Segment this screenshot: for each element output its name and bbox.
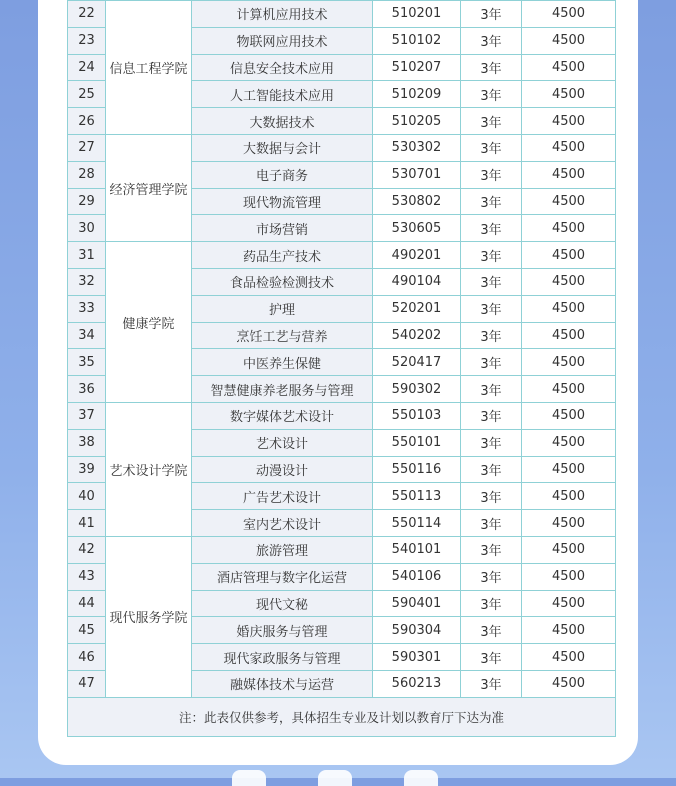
- major-code: 590301: [373, 644, 461, 671]
- tuition-fee: 4500: [522, 563, 616, 590]
- college-name: 现代服务学院: [106, 536, 192, 697]
- major-code: 530701: [373, 161, 461, 188]
- study-years: 3年: [461, 510, 522, 537]
- row-number: 30: [68, 215, 106, 242]
- college-name: 艺术设计学院: [106, 402, 192, 536]
- major-code: 510207: [373, 54, 461, 81]
- major-code: 530302: [373, 134, 461, 161]
- tuition-fee: 4500: [522, 242, 616, 269]
- row-number: 35: [68, 349, 106, 376]
- tuition-fee: 4500: [522, 376, 616, 403]
- tuition-fee: 4500: [522, 108, 616, 135]
- major-name: 烹饪工艺与营养: [192, 322, 373, 349]
- row-number: 36: [68, 376, 106, 403]
- tuition-fee: 4500: [522, 161, 616, 188]
- major-code: 590304: [373, 617, 461, 644]
- major-name: 旅游管理: [192, 536, 373, 563]
- study-years: 3年: [461, 563, 522, 590]
- major-code: 510205: [373, 108, 461, 135]
- major-code: 510102: [373, 27, 461, 54]
- study-years: 3年: [461, 1, 522, 28]
- major-code: 550103: [373, 402, 461, 429]
- study-years: 3年: [461, 536, 522, 563]
- major-name: 大数据技术: [192, 108, 373, 135]
- major-code: 530605: [373, 215, 461, 242]
- study-years: 3年: [461, 188, 522, 215]
- study-years: 3年: [461, 322, 522, 349]
- major-code: 550101: [373, 429, 461, 456]
- row-number: 45: [68, 617, 106, 644]
- study-years: 3年: [461, 644, 522, 671]
- tuition-fee: 4500: [522, 295, 616, 322]
- major-name: 动漫设计: [192, 456, 373, 483]
- major-name: 现代家政服务与管理: [192, 644, 373, 671]
- major-name: 中医养生保健: [192, 349, 373, 376]
- tuition-fee: 4500: [522, 27, 616, 54]
- tuition-fee: 4500: [522, 617, 616, 644]
- table-note: 注：此表仅供参考，具体招生专业及计划以教育厅下达为准: [68, 697, 616, 736]
- row-number: 24: [68, 54, 106, 81]
- row-number: 22: [68, 1, 106, 28]
- major-name: 人工智能技术应用: [192, 81, 373, 108]
- row-number: 28: [68, 161, 106, 188]
- major-name: 数字媒体艺术设计: [192, 402, 373, 429]
- major-name: 婚庆服务与管理: [192, 617, 373, 644]
- tuition-fee: 4500: [522, 670, 616, 697]
- row-number: 29: [68, 188, 106, 215]
- major-name: 广告艺术设计: [192, 483, 373, 510]
- row-number: 32: [68, 268, 106, 295]
- tuition-fee: 4500: [522, 1, 616, 28]
- major-code: 590302: [373, 376, 461, 403]
- study-years: 3年: [461, 590, 522, 617]
- study-years: 3年: [461, 242, 522, 269]
- tuition-fee: 4500: [522, 402, 616, 429]
- tuition-fee: 4500: [522, 456, 616, 483]
- major-name: 护理: [192, 295, 373, 322]
- row-number: 44: [68, 590, 106, 617]
- major-code: 560213: [373, 670, 461, 697]
- major-name: 融媒体技术与运营: [192, 670, 373, 697]
- study-years: 3年: [461, 402, 522, 429]
- tuition-fee: 4500: [522, 322, 616, 349]
- tuition-fee: 4500: [522, 81, 616, 108]
- table-row: [68, 242, 616, 269]
- tuition-fee: 4500: [522, 188, 616, 215]
- row-number: 27: [68, 134, 106, 161]
- college-name: 健康学院: [106, 242, 192, 403]
- row-number: 47: [68, 670, 106, 697]
- row-number: 26: [68, 108, 106, 135]
- row-number: 25: [68, 81, 106, 108]
- major-name: 电子商务: [192, 161, 373, 188]
- major-code: 520201: [373, 295, 461, 322]
- tuition-fee: 4500: [522, 483, 616, 510]
- college-name: 信息工程学院: [106, 1, 192, 135]
- study-years: 3年: [461, 295, 522, 322]
- study-years: 3年: [461, 161, 522, 188]
- major-name: 计算机应用技术: [192, 1, 373, 28]
- tuition-fee: 4500: [522, 54, 616, 81]
- note-row: [68, 697, 616, 736]
- major-code: 520417: [373, 349, 461, 376]
- major-code: 530802: [373, 188, 461, 215]
- table-row: [68, 1, 616, 28]
- major-code: 510209: [373, 81, 461, 108]
- tuition-fee: 4500: [522, 268, 616, 295]
- tuition-fee: 4500: [522, 510, 616, 537]
- study-years: 3年: [461, 54, 522, 81]
- major-name: 现代物流管理: [192, 188, 373, 215]
- study-years: 3年: [461, 670, 522, 697]
- table-row: [68, 402, 616, 429]
- tuition-fee: 4500: [522, 349, 616, 376]
- major-name: 信息安全技术应用: [192, 54, 373, 81]
- row-number: 23: [68, 27, 106, 54]
- study-years: 3年: [461, 134, 522, 161]
- major-name: 艺术设计: [192, 429, 373, 456]
- row-number: 43: [68, 563, 106, 590]
- row-number: 37: [68, 402, 106, 429]
- major-code: 510201: [373, 1, 461, 28]
- major-code: 490201: [373, 242, 461, 269]
- row-number: 46: [68, 644, 106, 671]
- table-row: [68, 536, 616, 563]
- row-number: 42: [68, 536, 106, 563]
- row-number: 40: [68, 483, 106, 510]
- major-name: 现代文秘: [192, 590, 373, 617]
- study-years: 3年: [461, 483, 522, 510]
- table-body: [68, 1, 616, 698]
- row-number: 31: [68, 242, 106, 269]
- study-years: 3年: [461, 376, 522, 403]
- major-code: 540101: [373, 536, 461, 563]
- college-name: 经济管理学院: [106, 134, 192, 241]
- row-number: 41: [68, 510, 106, 537]
- tuition-fee: 4500: [522, 590, 616, 617]
- row-number: 33: [68, 295, 106, 322]
- major-code: 550113: [373, 483, 461, 510]
- tuition-fee: 4500: [522, 215, 616, 242]
- major-code: 550116: [373, 456, 461, 483]
- major-code: 490104: [373, 268, 461, 295]
- major-name: 智慧健康养老服务与管理: [192, 376, 373, 403]
- major-name: 市场营销: [192, 215, 373, 242]
- tuition-fee: 4500: [522, 134, 616, 161]
- row-number: 34: [68, 322, 106, 349]
- study-years: 3年: [461, 349, 522, 376]
- study-years: 3年: [461, 617, 522, 644]
- study-years: 3年: [461, 268, 522, 295]
- major-code: 540106: [373, 563, 461, 590]
- tuition-fee: 4500: [522, 536, 616, 563]
- bottom-decoration: [0, 765, 676, 778]
- row-number: 38: [68, 429, 106, 456]
- major-name: 酒店管理与数字化运营: [192, 563, 373, 590]
- major-code: 540202: [373, 322, 461, 349]
- enrollment-table: [67, 0, 616, 737]
- major-code: 590401: [373, 590, 461, 617]
- major-code: 550114: [373, 510, 461, 537]
- study-years: 3年: [461, 27, 522, 54]
- study-years: 3年: [461, 108, 522, 135]
- study-years: 3年: [461, 429, 522, 456]
- tuition-fee: 4500: [522, 644, 616, 671]
- major-name: 食品检验检测技术: [192, 268, 373, 295]
- major-name: 物联网应用技术: [192, 27, 373, 54]
- study-years: 3年: [461, 81, 522, 108]
- study-years: 3年: [461, 456, 522, 483]
- major-name: 药品生产技术: [192, 242, 373, 269]
- tuition-fee: 4500: [522, 429, 616, 456]
- major-name: 室内艺术设计: [192, 510, 373, 537]
- major-name: 大数据与会计: [192, 134, 373, 161]
- table-row: [68, 134, 616, 161]
- study-years: 3年: [461, 215, 522, 242]
- row-number: 39: [68, 456, 106, 483]
